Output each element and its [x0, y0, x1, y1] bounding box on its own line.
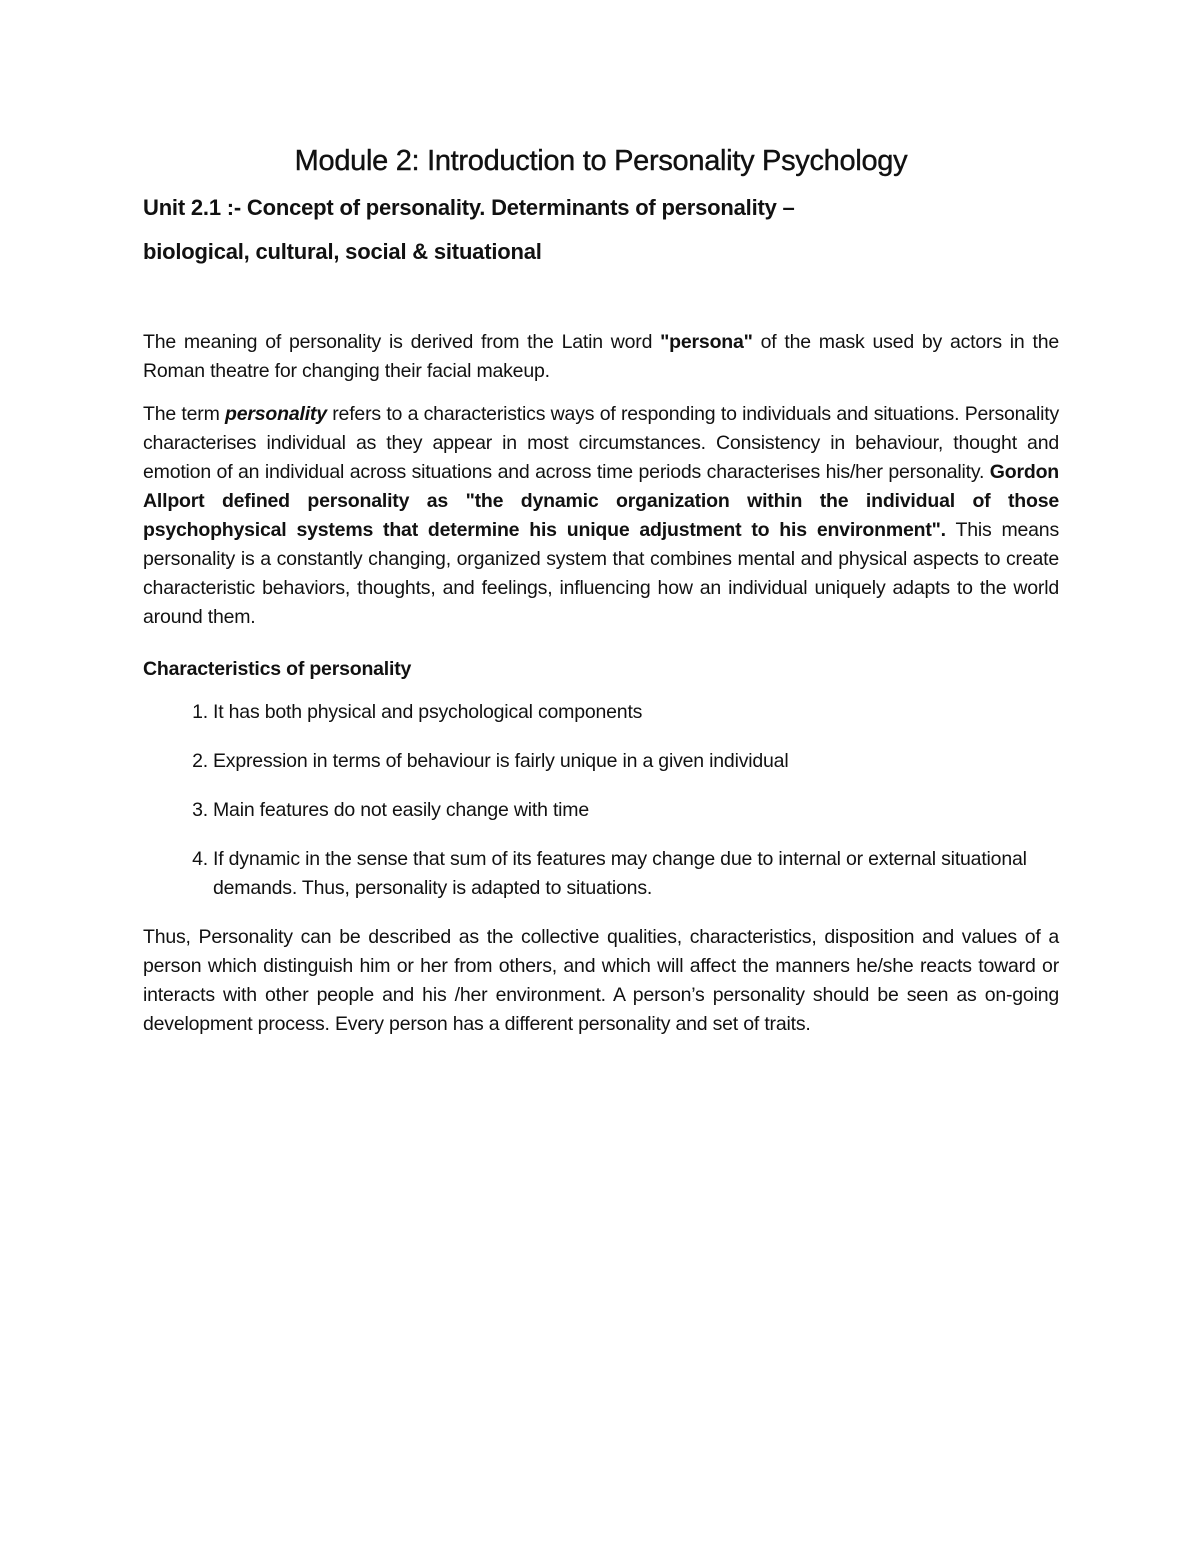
document-body [143, 140, 1059, 1039]
definition-text-2: refers to a characteristics ways of responding to individuals and situations. Personality characterises individual as they appear in most circumstances. Consistency in behaviour, thought and emotion of an individual across situations and across time periods characterises his/her personality. [143, 403, 1059, 483]
list-item-number: 2 . [143, 747, 211, 776]
intro-paragraph [143, 328, 1059, 386]
persona-term: "persona" [660, 331, 753, 353]
list-item-number: 4 . [143, 845, 211, 903]
personality-term: personality [225, 403, 327, 425]
intro-text-1: The meaning of personality is derived from the Latin word [143, 331, 661, 353]
list-item [143, 698, 1059, 727]
list-item-text: Expression in terms of behaviour is fairly unique in a given individual [213, 750, 789, 772]
list-item-number: 3 . [143, 796, 211, 825]
list-item-number: 1 . [143, 698, 211, 727]
list-item [143, 796, 1059, 825]
definition-paragraph [143, 400, 1059, 632]
list-item-text: Main features do not easily change with time [213, 799, 589, 821]
unit-heading-line-1: Unit 2.1 :- Concept of personality. Determinants of personality – [143, 195, 795, 220]
page-title: Module 2: Introduction to Personality Psychology [294, 145, 908, 177]
list-item [143, 747, 1059, 776]
intro-text-2: of the mask used by actors in the Roman theatre for changing their facial makeup. [143, 331, 1059, 382]
definition-text-3: This means personality is a constantly changing, organized system that combines mental and physical aspects to create characteristic behaviors, thoughts, and feelings, influencing how an individual uniquely adapts to the world around them. [143, 519, 1059, 628]
unit-heading [143, 186, 1059, 274]
characteristics-list [143, 698, 1059, 903]
definition-text-1: The term [143, 403, 226, 425]
list-item-text: It has both physical and psychological components [213, 701, 643, 723]
unit-heading-line-2: biological, cultural, social & situational [143, 239, 542, 264]
allport-definition: Gordon Allport defined personality as "the dynamic organization within the individual of those psychophysical systems that determine his unique adjustment to his environment". [143, 461, 1059, 541]
summary-paragraph: Thus, Personality can be described as the collective qualities, characteristics, disposition and values of a person which distinguish him or her from others, and which will affect the manners he/she reacts toward or interacts with other people and his /her environment. A person’s personality should be seen as on-going development process. Every person has a different personality and set of traits. [143, 926, 1059, 1035]
list-item [143, 845, 1059, 903]
list-item-text: If dynamic in the sense that sum of its features may change due to internal or external situational demands. Thus, personality is adapted to situations. [213, 848, 1027, 899]
characteristics-heading: Characteristics of personality [143, 658, 412, 680]
